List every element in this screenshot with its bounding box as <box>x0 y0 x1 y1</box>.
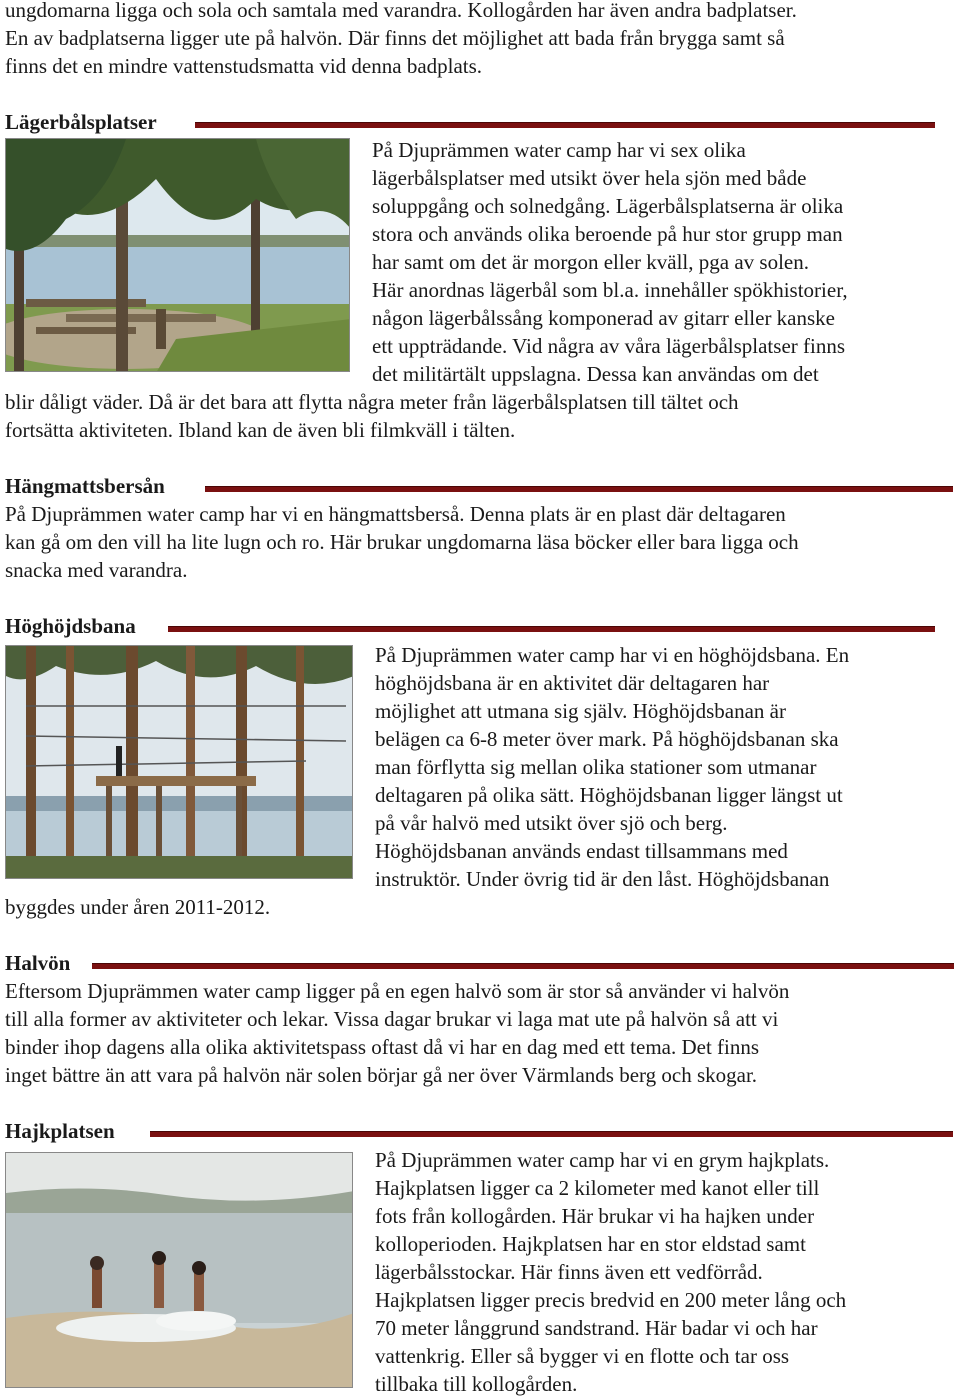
body-line: deltagaren på olika sätt. Höghöjdsbanan ligger längst ut <box>375 783 843 807</box>
intro-line: ungdomarna ligga och sola och samtala med varandra. Kollogården har även andra badplatser. <box>5 0 797 22</box>
body-line: På Djuprämmen water camp har vi en höghöjdsbana. En <box>375 643 850 667</box>
body-line: instruktör. Under övrig tid är den låst. Höghöjdsbanan <box>375 867 830 891</box>
body-line: På Djuprämmen water camp har vi en hängmattsberså. Denna plats är en plast där deltagaren <box>5 502 786 526</box>
section-heading-hangmattsbersan: Hängmattsbersån <box>5 474 165 498</box>
heading-rule <box>195 122 935 128</box>
body-line: På Djuprämmen water camp har vi en grym hajkplats. <box>375 1148 830 1172</box>
body-line: Höghöjdsbanan används endast tillsammans med <box>375 839 788 863</box>
body-line: binder ihop dagens alla olika aktivitetspass oftast då vi har en dag med ett tema. Det finns <box>5 1035 760 1059</box>
body-line: man förflytta sig mellan olika stationer som utmanar <box>375 755 817 779</box>
body-line: soluppgång och solnedgång. Lägerbålsplatserna är olika <box>372 194 844 218</box>
heading-rule <box>205 486 953 492</box>
intro-line: finns det en mindre vattenstudsmatta vid denna badplats. <box>5 54 483 78</box>
body-line: blir dåligt väder. Då är det bara att flytta några meter från lägerbålsplatsen till tältet och <box>5 390 739 414</box>
high-ropes-course-photo <box>5 645 353 879</box>
body-line: Hajkplatsen ligger precis bredvid en 200 meter lång och <box>375 1288 847 1312</box>
beach-swimmers-photo <box>5 1152 353 1388</box>
heading-rule <box>168 626 935 632</box>
body-line: snacka med varandra. <box>5 558 188 582</box>
body-line: möjlighet att utmana sig själv. Höghöjdsbanan är <box>375 699 786 723</box>
body-line: stora och används olika beroende på hur stor grupp man <box>372 222 843 246</box>
body-line: ett uppträdande. Vid några av våra lägerbålsplatser finns <box>372 334 846 358</box>
heading-rule <box>150 1131 953 1137</box>
section-heading-hajkplatsen: Hajkplatsen <box>5 1119 115 1143</box>
body-line: det militärtält uppslagna. Dessa kan användas om det <box>372 362 819 386</box>
body-line: till alla former av aktiviteter och lekar. Vissa dagar brukar vi laga mat ute på halvön så att vi <box>5 1007 779 1031</box>
body-line: fots från kollogården. Här brukar vi ha hajken under <box>375 1204 815 1228</box>
section-heading-halvon: Halvön <box>5 951 71 975</box>
body-line: höghöjdsbana är en aktivitet där deltagaren har <box>375 671 770 695</box>
campfire-lake-photo <box>5 138 350 372</box>
body-line: belägen ca 6-8 meter över mark. På höghöjdsbanan ska <box>375 727 839 751</box>
body-line: någon lägerbålssång komponerad av gitarr eller kanske <box>372 306 835 330</box>
body-line: på vår halvö med utsikt över sjö och berg. <box>375 811 728 835</box>
section-heading-lagerbalsplatser: Lägerbålsplatser <box>5 110 157 134</box>
body-line: fortsätta aktiviteten. Ibland kan de även bli filmkväll i tälten. <box>5 418 516 442</box>
body-line: lägerbålsplatser med utsikt över hela sjön med både <box>372 166 807 190</box>
section-heading-hoghojdsbana: Höghöjdsbana <box>5 614 136 638</box>
body-line: inget bättre än att vara på halvön när solen börjar gå ner över Värmlands berg och skogar. <box>5 1063 758 1087</box>
body-line: Eftersom Djuprämmen water camp ligger på en egen halvö som är stor så använder vi halvön <box>5 979 790 1003</box>
body-line: lägerbålsstockar. Här finns även ett vedförråd. <box>375 1260 763 1284</box>
body-line: kolloperioden. Hajkplatsen har en stor eldstad samt <box>375 1232 806 1256</box>
body-line: Här anordnas lägerbål som bl.a. innehåller spökhistorier, <box>372 278 848 302</box>
body-line: har samt om det är morgon eller kväll, pga av solen. <box>372 250 809 274</box>
body-line: Hajkplatsen ligger ca 2 kilometer med kanot eller till <box>375 1176 820 1200</box>
intro-line: En av badplatserna ligger ute på halvön. Där finns det möjlighet att bada från brygga samt så <box>5 26 785 50</box>
body-line: tillbaka till kollogården. <box>375 1372 578 1396</box>
body-line: byggdes under åren 2011-2012. <box>5 895 271 919</box>
body-line: kan gå om den vill ha lite lugn och ro. Här brukar ungdomarna läsa böcker eller bara ligga och <box>5 530 799 554</box>
heading-rule <box>92 963 954 969</box>
body-line: 70 meter långgrund sandstrand. Här badar vi och har <box>375 1316 818 1340</box>
body-line: vattenkrig. Eller så bygger vi en flotte och tar oss <box>375 1344 790 1368</box>
body-line: På Djuprämmen water camp har vi sex olika <box>372 138 746 162</box>
